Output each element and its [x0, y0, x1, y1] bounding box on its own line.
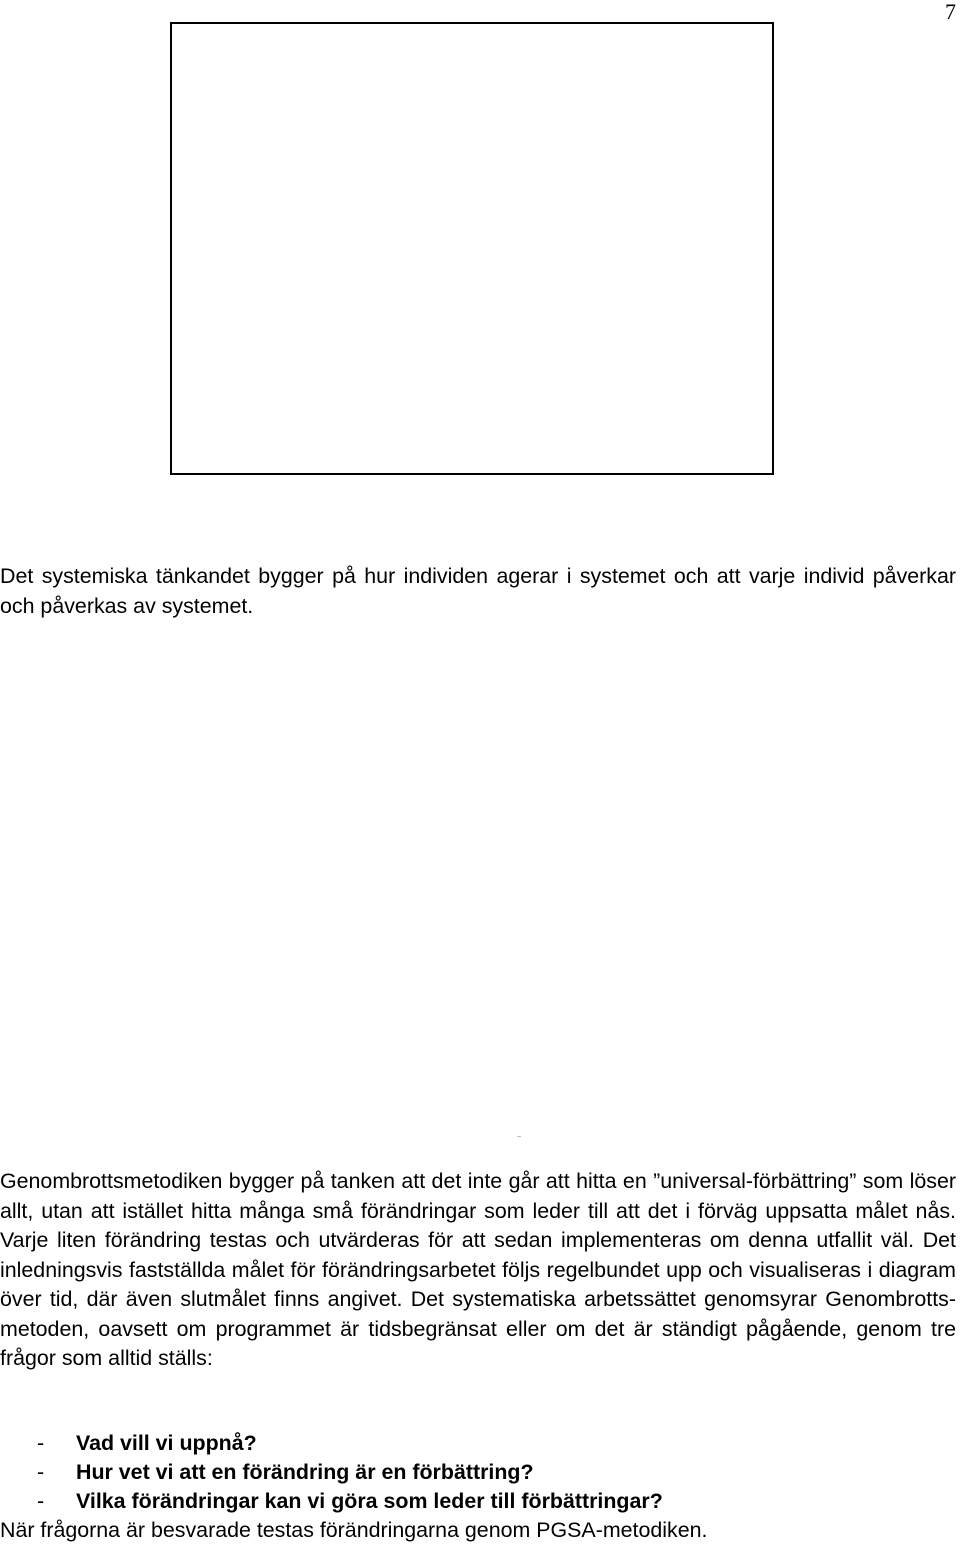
list-item [0, 1487, 663, 1516]
paragraph-systemic-thinking: Det systemiska tänkandet bygger på hur individen agerar i systemet och att varje individ påverkar och påverkas av systemet. [0, 564, 956, 618]
question-text: Vilka förändringar kan vi göra som leder till förbättringar? [76, 1489, 663, 1513]
question-list [0, 1429, 663, 1516]
list-dash: - [37, 1460, 45, 1484]
stray-mark [517, 1136, 521, 1137]
list-dash: - [37, 1489, 45, 1513]
page-number: 7 [945, 0, 956, 24]
question-text: Vad vill vi uppnå? [76, 1431, 257, 1455]
figure-placeholder-box [170, 22, 774, 475]
question-text: Hur vet vi att en förändring är en förbättring? [76, 1460, 534, 1484]
paragraph-breakthrough-method: Genombrottsmetodiken bygger på tanken att det inte går att hitta en ”universal-förbättring” som löser allt, utan att istället hitta många små förändringar som leder till att det i förväg uppsatta målet nås. Varje liten förändring testas och utvärderas för att sedan implementeras om denna utfallit väl. Det inledningsvis fastställda målet för förändringsarbetet följs regelbundet upp och visualiseras i diagram över tid, där även slutmålet finns angivet. Det systematiska arbetssättet genomsyrar Genombrotts-metoden, oavsett om programmet är tidsbegränsat eller om det är ständigt pågående, genom tre frågor som alltid ställs: [0, 1169, 956, 1370]
list-item [0, 1458, 663, 1487]
list-dash: - [37, 1431, 45, 1455]
list-item [0, 1429, 663, 1458]
closing-sentence: När frågorna är besvarade testas förändringarna genom PGSA-metodiken. [0, 1518, 708, 1542]
